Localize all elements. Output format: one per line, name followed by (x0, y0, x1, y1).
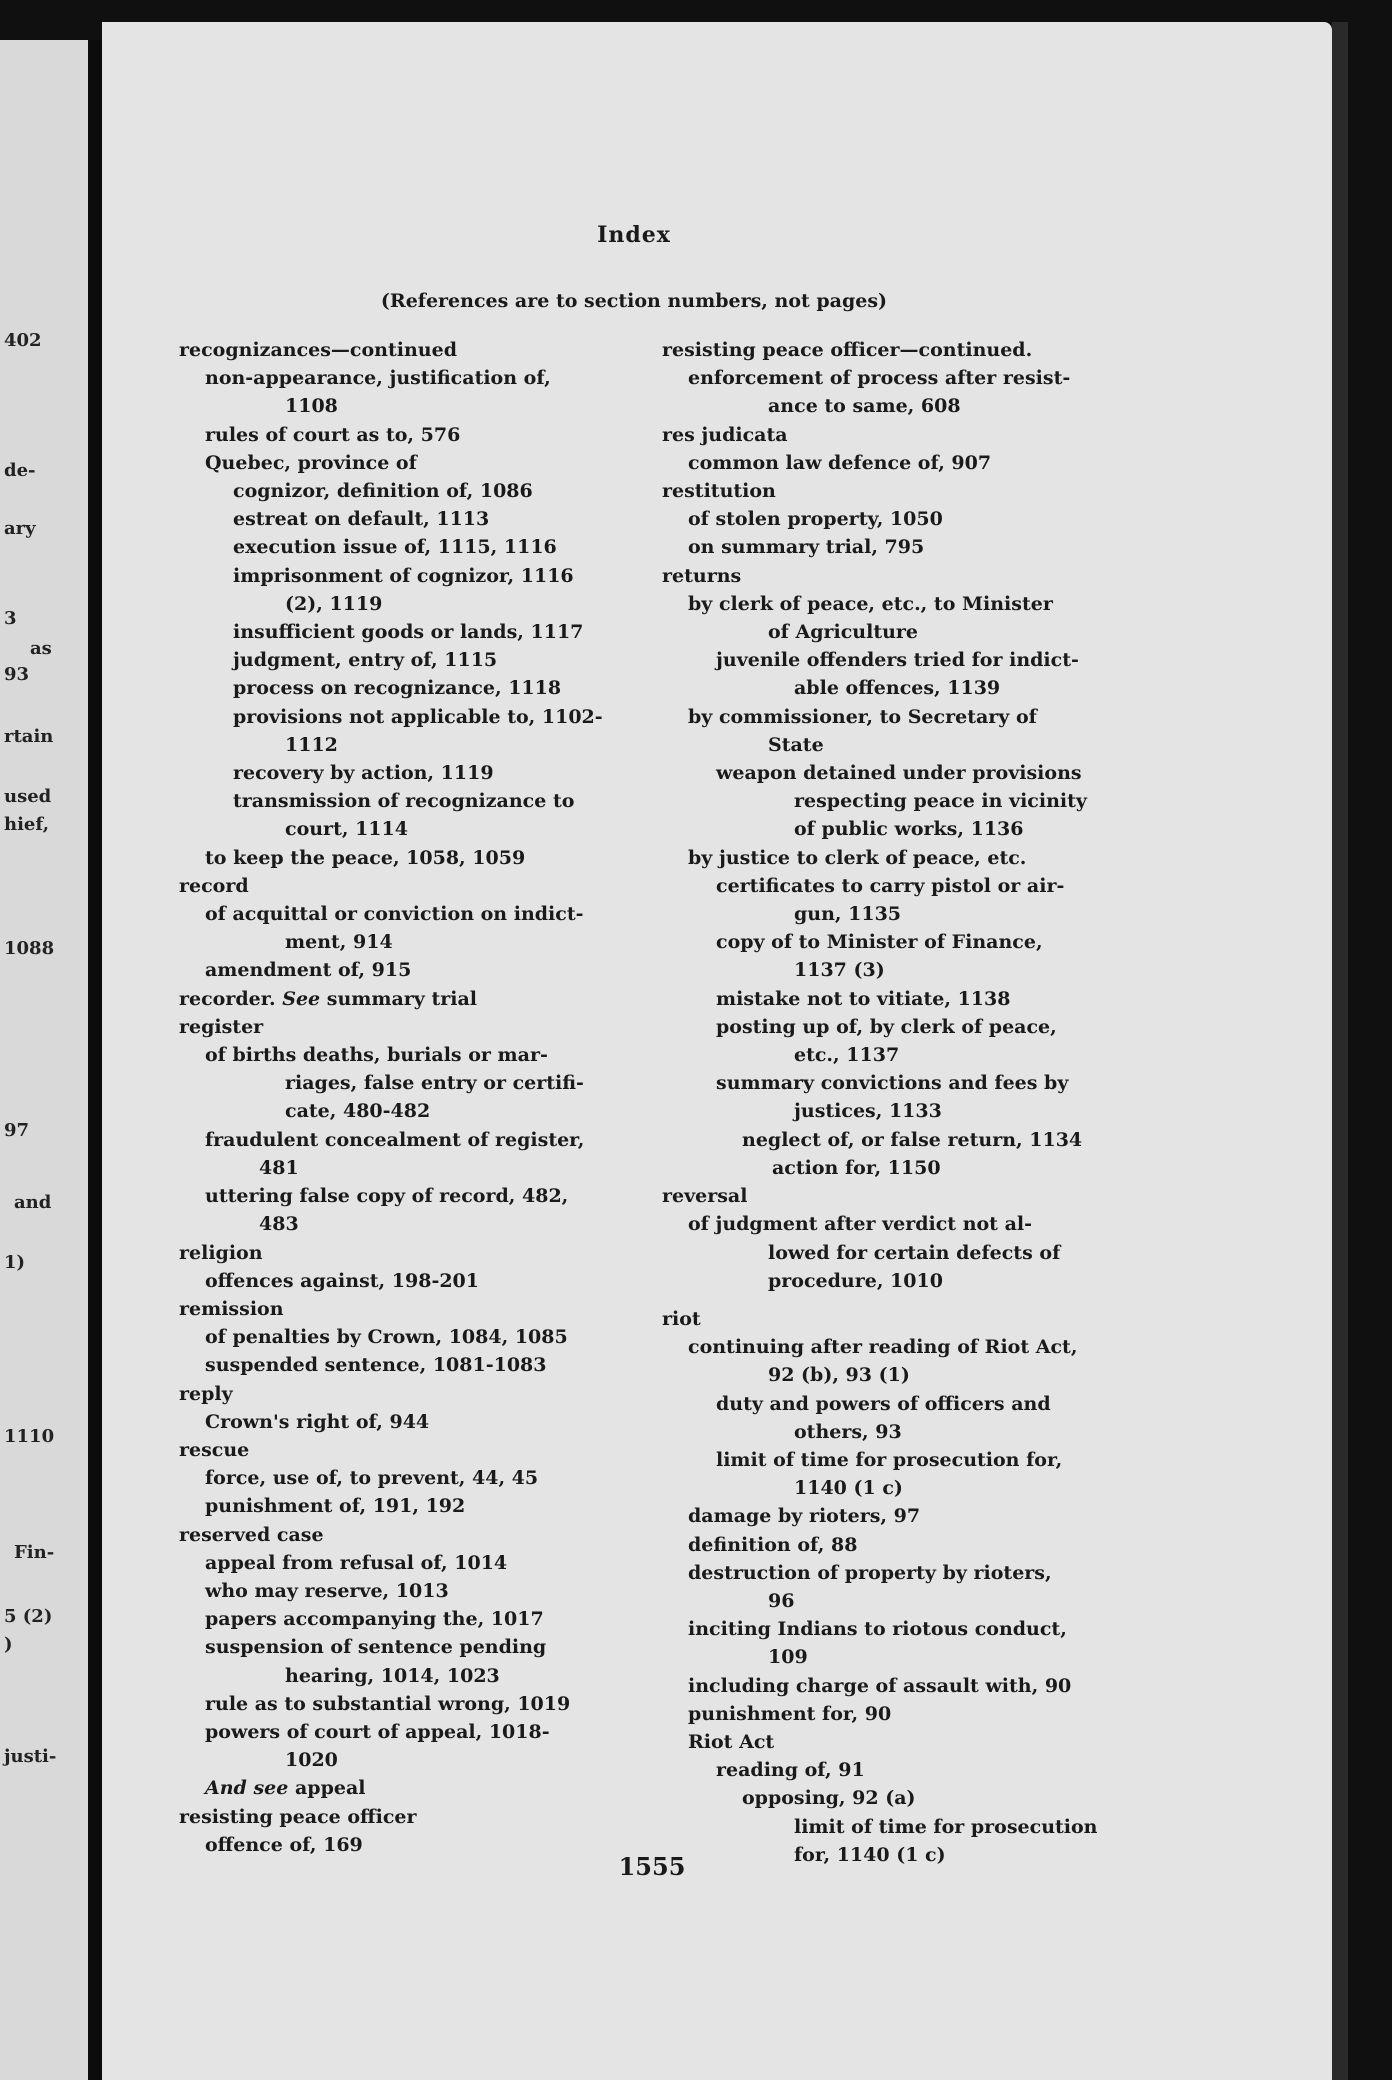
index-entry: recovery by action, 1119 (233, 762, 494, 785)
index-column-right (662, 336, 1142, 1869)
index-entry-cross-reference: And see appeal (205, 1777, 366, 1800)
left-fragment: 5 (2) (4, 1606, 53, 1627)
index-entry: reserved case (179, 1523, 324, 1546)
index-entry: for, 1140 (1 c) (794, 1843, 946, 1866)
index-entry: provisions not applicable to, 1102- (233, 705, 603, 728)
index-entry: lowed for certain defects of (768, 1241, 1061, 1264)
index-entry: imprisonment of cognizor, 1116 (233, 564, 574, 587)
left-fragment: de- (4, 460, 36, 481)
index-entry: etc., 1137 (794, 1044, 900, 1067)
left-fragment: 1088 (4, 938, 55, 959)
index-entry: by commissioner, to Secretary of (688, 705, 1037, 728)
index-entry: juvenile offenders tried for indict- (716, 649, 1079, 672)
index-entry: Crown's right of, 944 (205, 1410, 430, 1433)
index-entry: resisting peace officer (179, 1805, 417, 1828)
index-entry: to keep the peace, 1058, 1059 (205, 846, 526, 869)
index-entry: including charge of assault with, 90 (688, 1674, 1072, 1697)
index-entry: destruction of property by rioters, (688, 1561, 1052, 1584)
index-entry: rescue (179, 1438, 250, 1461)
index-entry: by clerk of peace, etc., to Minister (688, 592, 1053, 615)
page-edge (1332, 22, 1348, 2080)
index-entry: record (179, 874, 249, 897)
index-entry: posting up of, by clerk of peace, (716, 1015, 1057, 1038)
index-entry: uttering false copy of record, 482, (205, 1185, 569, 1208)
index-entry: riot (662, 1307, 701, 1330)
index-entry: reading of, 91 (716, 1759, 865, 1782)
index-entry-cross-reference: recorder. See summary trial (179, 987, 477, 1010)
index-entry: 483 (259, 1213, 299, 1236)
index-entry: of Agriculture (768, 621, 919, 644)
index-entry: appeal from refusal of, 1014 (205, 1551, 508, 1574)
left-fragment: 1110 (4, 1426, 55, 1447)
index-entry: 1112 (285, 733, 338, 756)
index-entry: ance to same, 608 (768, 395, 961, 418)
index-entry: rules of court as to, 576 (205, 423, 461, 446)
index-entry: State (768, 733, 824, 756)
left-fragment: used (4, 786, 52, 807)
index-entry: damage by rioters, 97 (688, 1505, 921, 1528)
index-entry: Riot Act (688, 1730, 775, 1753)
index-entry: restitution (662, 480, 776, 503)
left-facing-page (0, 40, 88, 2080)
left-fragment: rtain (4, 726, 54, 747)
index-entry: Quebec, province of (205, 451, 417, 474)
index-column-left (179, 336, 659, 1859)
index-entry: 96 (768, 1589, 795, 1612)
index-entry: of acquittal or conviction on indict- (205, 903, 584, 926)
left-page-fragments (0, 40, 88, 2080)
index-entry: hearing, 1014, 1023 (285, 1664, 500, 1687)
index-entry: of public works, 1136 (794, 818, 1024, 841)
index-entry: resisting peace officer—continued. (662, 339, 1033, 361)
index-entry: 109 (768, 1646, 808, 1669)
index-entry: cate, 480-482 (285, 1100, 431, 1123)
index-entry: 1137 (3) (794, 959, 885, 982)
index-entry: court, 1114 (285, 818, 408, 841)
index-entry: offences against, 198-201 (205, 1269, 479, 1292)
index-entry: copy of to Minister of Finance, (716, 931, 1043, 954)
index-entry: certificates to carry pistol or air- (716, 874, 1065, 897)
index-entry: recognizances—continued (179, 339, 457, 361)
left-fragment: ary (4, 518, 36, 539)
index-entry: fraudulent concealment of register, (205, 1128, 585, 1151)
left-fragment: and (14, 1192, 52, 1213)
index-entry: limit of time for prosecution (794, 1815, 1098, 1838)
index-entry: 1020 (285, 1749, 338, 1772)
index-entry: register (179, 1015, 264, 1038)
left-fragment: Fin- (14, 1542, 55, 1563)
index-entry: returns (662, 564, 742, 587)
left-fragment: 97 (4, 1120, 30, 1141)
index-entry: reply (179, 1382, 233, 1405)
left-fragment: justi- (4, 1746, 57, 1767)
index-entry: 1140 (1 c) (794, 1477, 903, 1500)
index-entry: able offences, 1139 (794, 677, 1001, 700)
index-entry: reversal (662, 1185, 748, 1208)
index-page (102, 22, 1332, 2080)
index-entry: procedure, 1010 (768, 1269, 943, 1292)
index-entry: execution issue of, 1115, 1116 (233, 536, 557, 559)
page-title: Index (597, 222, 671, 248)
index-entry: on summary trial, 795 (688, 536, 925, 559)
left-fragment: ) (4, 1634, 13, 1655)
index-entry: (2), 1119 (285, 592, 383, 615)
index-entry: riages, false entry or certifi- (285, 1072, 584, 1095)
index-entry: insufficient goods or lands, 1117 (233, 621, 584, 644)
index-entry: by justice to clerk of peace, etc. (688, 846, 1027, 869)
index-entry: who may reserve, 1013 (205, 1579, 449, 1602)
index-entry: punishment for, 90 (688, 1702, 892, 1725)
index-entry: neglect of, or false return, 1134 (742, 1128, 1083, 1151)
left-fragment: 1) (4, 1252, 26, 1273)
left-fragment: 3 (4, 608, 17, 629)
index-entry: estreat on default, 1113 (233, 508, 490, 531)
index-entry: res judicata (662, 423, 788, 446)
index-entry: powers of court of appeal, 1018- (205, 1720, 550, 1743)
index-entry: offence of, 169 (205, 1833, 363, 1856)
index-entry: papers accompanying the, 1017 (205, 1608, 544, 1631)
index-entry: religion (179, 1241, 263, 1264)
index-entry: punishment of, 191, 192 (205, 1495, 466, 1518)
index-entry: transmission of recognizance to (233, 790, 575, 813)
index-entry: weapon detained under provisions (716, 762, 1082, 785)
left-fragment: hief, (4, 814, 49, 835)
index-entry: common law defence of, 907 (688, 451, 992, 474)
index-entry: summary convictions and fees by (716, 1072, 1069, 1095)
index-entry: 1108 (285, 395, 338, 418)
index-entry: justices, 1133 (794, 1100, 942, 1123)
index-entry: others, 93 (794, 1420, 902, 1443)
index-entry: amendment of, 915 (205, 959, 412, 982)
index-entry: respecting peace in vicinity (794, 790, 1087, 813)
index-entry: judgment, entry of, 1115 (233, 649, 498, 672)
index-entry: 92 (b), 93 (1) (768, 1364, 910, 1387)
index-entry: opposing, 92 (a) (742, 1787, 916, 1810)
spacer (662, 1295, 1142, 1305)
see-label: And see (205, 1777, 289, 1800)
index-entry: action for, 1150 (772, 1156, 941, 1179)
left-fragment: 402 (4, 330, 42, 351)
index-entry: of stolen property, 1050 (688, 508, 943, 531)
index-entry: non-appearance, justification of, (205, 367, 551, 390)
book-spine (88, 40, 102, 2080)
index-entry: gun, 1135 (794, 903, 902, 926)
index-entry: of judgment after verdict not al- (688, 1213, 1032, 1236)
index-entry: limit of time for prosecution for, (716, 1448, 1063, 1471)
index-entry: process on recognizance, 1118 (233, 677, 562, 700)
index-entry: cognizor, definition of, 1086 (233, 480, 533, 503)
index-entry: ment, 914 (285, 931, 393, 954)
index-entry: of penalties by Crown, 1084, 1085 (205, 1326, 568, 1349)
index-entry: suspended sentence, 1081-1083 (205, 1354, 547, 1377)
see-label: See (282, 987, 321, 1010)
index-entry: inciting Indians to riotous conduct, (688, 1618, 1067, 1641)
index-entry: duty and powers of officers and (716, 1392, 1051, 1415)
left-fragment: as (30, 638, 52, 659)
index-entry: of births deaths, burials or mar- (205, 1044, 548, 1067)
index-entry: suspension of sentence pending (205, 1636, 547, 1659)
index-entry: mistake not to vitiate, 1138 (716, 987, 1011, 1010)
index-entry: remission (179, 1297, 284, 1320)
index-entry: enforcement of process after resist- (688, 367, 1071, 390)
page-subtitle: (References are to section numbers, not pages) (380, 290, 888, 312)
index-entry: continuing after reading of Riot Act, (688, 1336, 1078, 1359)
page-number: 1555 (618, 1852, 686, 1881)
index-entry: definition of, 88 (688, 1533, 858, 1556)
left-fragment: 93 (4, 664, 30, 685)
index-entry: 481 (259, 1156, 299, 1179)
index-entry: rule as to substantial wrong, 1019 (205, 1692, 571, 1715)
index-entry: force, use of, to prevent, 44, 45 (205, 1467, 539, 1490)
